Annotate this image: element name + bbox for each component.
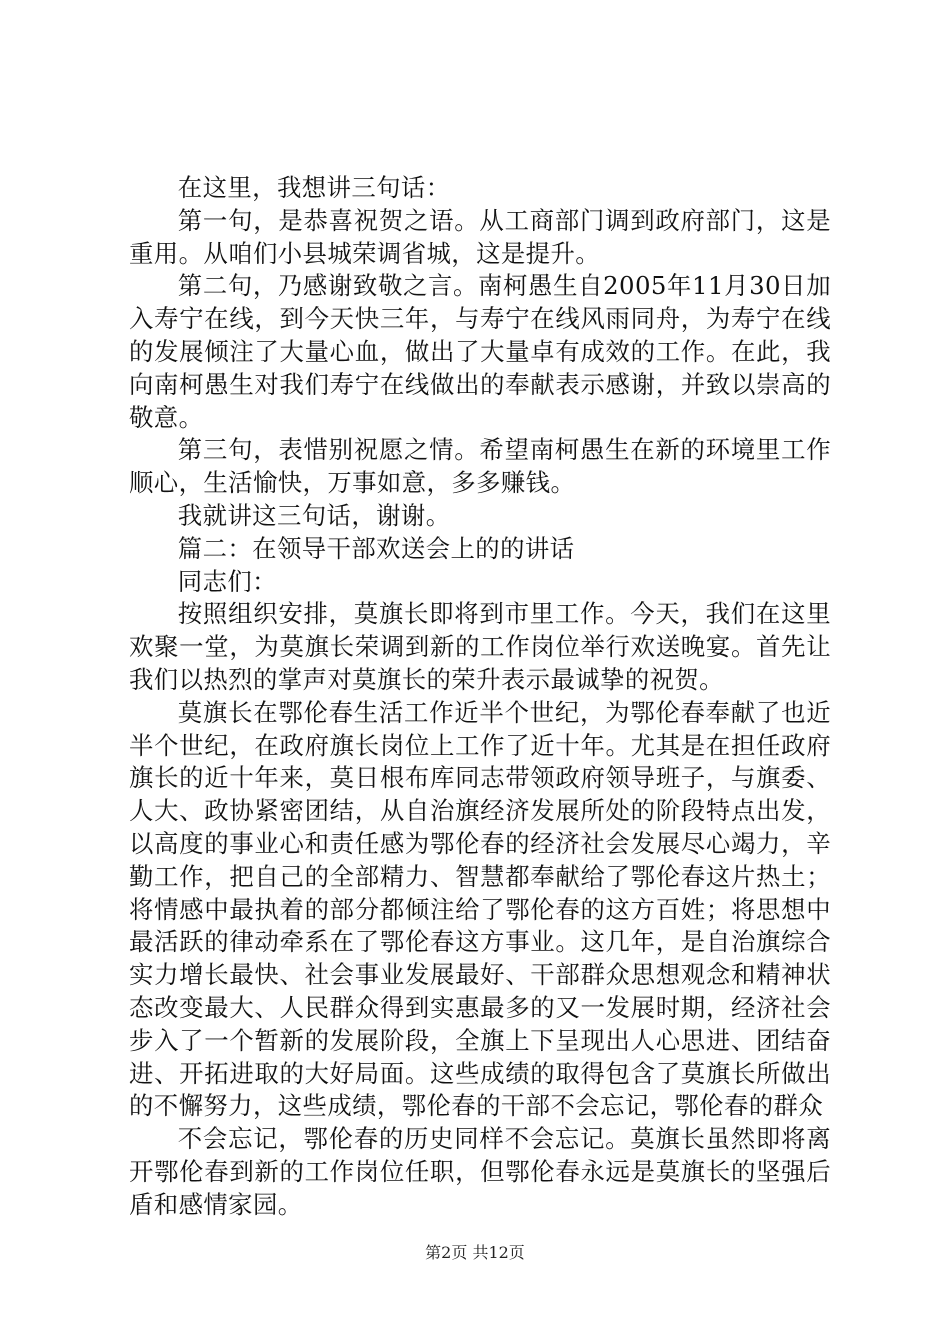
- document-body: [129, 172, 831, 1222]
- paragraph-second-sentence: 第二句，乃感谢致敬之言。南柯愚生自2005年11月30日加入寿宁在线，到今天快三年，与寿宁在线风雨同舟，为寿宁在线的发展倾注了大量心血，做出了大量卓有成效的工作。在此，我向南柯愚生对我们寿宁在线做出的奉献表示感谢，并致以崇高的敬意。: [129, 271, 831, 432]
- paragraph-third-sentence: 第三句，表惜别祝愿之情。希望南柯愚生在新的环境里工作顺心，生活愉快，万事如意，多多赚钱。: [129, 435, 831, 498]
- paragraph-intro: 在这里，我想讲三句话：: [177, 173, 451, 202]
- paragraph-achievements: 莫旗长在鄂伦春生活工作近半个世纪，为鄂伦春奉献了也近半个世纪，在政府旗长岗位上工作了近十年。尤其是在担任政府旗长的近十年来，莫日根布库同志带领政府领导班子，与旗委、人大、政协紧密团结，从自治旗经济发展所处的阶段特点出发，以高度的事业心和责任感为鄂伦春的经济社会发展尽心竭力，辛勤工作，把自己的全部精力、智慧都奉献给了鄂伦春这片热土；将情感中最执着的部分都倾注给了鄂伦春的这方百姓；将思想中最活跃的律动牵系在了鄂伦春这方事业。这几年，是自治旗综合实力增长最快、社会事业发展最好、干部群众思想观念和精神状态改变最大、人民群众得到实惠最多的又一发展时期，经济社会步入了一个暂新的发展阶段，全旗上下呈现出人心思进、团结奋进、开拓进取的大好局面。这些成绩的取得包含了莫旗长所做出的不懈努力，这些成绩，鄂伦春的干部不会忘记，鄂伦春的群众: [129, 697, 831, 1121]
- page-number: 第2页 共12页: [425, 1243, 525, 1262]
- paragraph-closing: 我就讲这三句话，谢谢。: [177, 500, 451, 530]
- paragraph-arrangement: 按照组织安排，莫旗长即将到市里工作。今天，我们在这里欢聚一堂，为莫旗长荣调到新的工作岗位举行欢送晚宴。首先让我们以热烈的掌声对莫旗长的荣升表示最诚挚的祝贺。: [129, 599, 831, 694]
- salutation: 同志们：: [177, 566, 277, 596]
- paragraph-first-sentence: 第一句，是恭喜祝贺之语。从工商部门调到政府部门，这是重用。从咱们小县城荣调省城，这是提升。: [129, 205, 831, 268]
- section-heading: 篇二：在领导干部欢送会上的的讲话: [177, 533, 575, 563]
- paragraph-farewell: 不会忘记，鄂伦春的历史同样不会忘记。莫旗长虽然即将离开鄂伦春到新的工作岗位任职，但鄂伦春永远是莫旗长的坚强后盾和感情家园。: [129, 1124, 831, 1219]
